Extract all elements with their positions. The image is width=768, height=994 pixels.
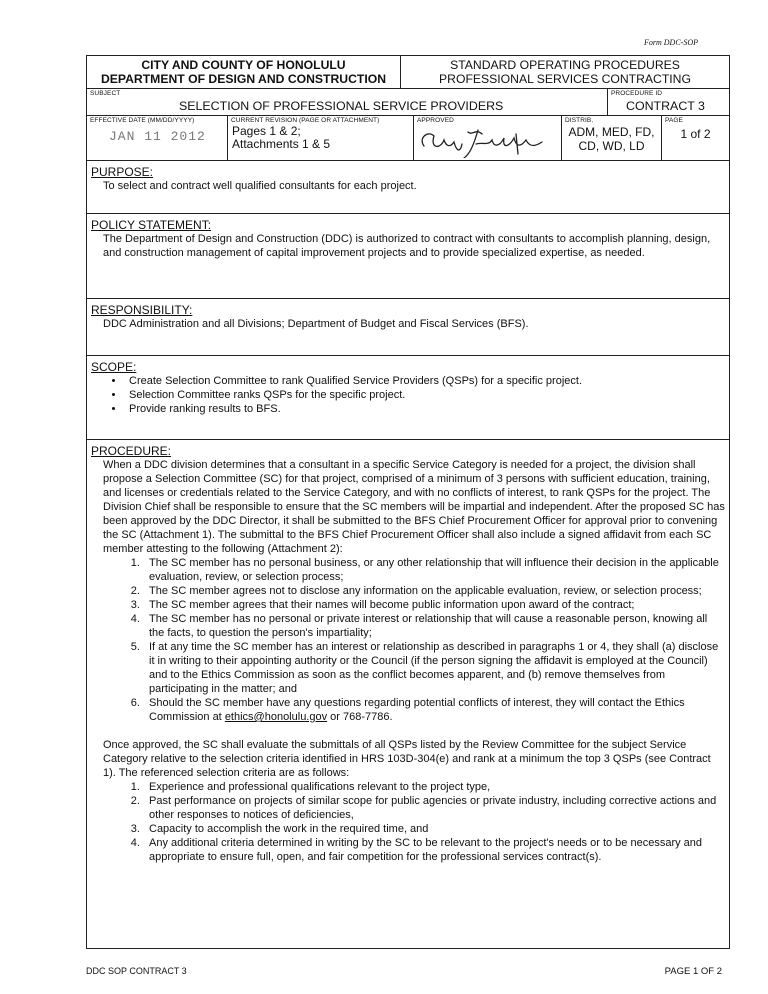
revision-label: CURRENT REVISION (PAGE OR ATTACHMENT) (231, 117, 380, 124)
affidavit-item: 3. The SC member agrees that their names will become public information upon award of the contract; (143, 598, 725, 612)
subject-value: SELECTION OF PROFESSIONAL SERVICE PROVIDERS (179, 99, 504, 113)
sop-form-frame (86, 55, 730, 949)
distribution-line-1: ADM, MED, FD, (568, 125, 655, 139)
procedure-title: PROCEDURE: (91, 444, 172, 458)
procedure-id-value: CONTRACT 3 (626, 99, 705, 113)
revision-line-2: Attachments 1 & 5 (232, 137, 331, 151)
criteria-item: 1. Experience and professional qualifications relevant to the project type, (143, 780, 725, 794)
footer-doc-id: DDC SOP CONTRACT 3 (86, 966, 187, 976)
responsibility-section (87, 299, 729, 356)
affidavit-item-6 (143, 696, 725, 724)
affidavit-list (91, 556, 725, 724)
scope-item: • Create Selection Committee to rank Qualified Service Providers (QSPs) for a specific project. (125, 374, 725, 388)
affidavit-item-6-tail: or 768-7786. (330, 711, 393, 723)
scope-title: SCOPE: (91, 360, 137, 374)
distribution-value (562, 125, 661, 153)
procedure-id-label: PROCEDURE ID (611, 90, 663, 97)
procedure-section (87, 440, 729, 948)
distribution-label: DISTRIB. (565, 117, 594, 124)
purpose-text: To select and contract well qualified consultants for each project. (103, 180, 417, 192)
approval-signature (416, 124, 556, 158)
criteria-list (91, 780, 725, 864)
procedure-id-cell (607, 89, 729, 115)
doc-title (400, 56, 729, 88)
doc-line-2: PROFESSIONAL SERVICES CONTRACTING (439, 72, 691, 86)
scope-section (87, 356, 729, 440)
distribution-line-2: CD, WD, LD (578, 139, 645, 153)
scope-list (91, 374, 725, 417)
distribution-cell (561, 116, 661, 160)
policy-title: POLICY STATEMENT: (91, 218, 212, 232)
criteria-item: 3. Capacity to accomplish the work in the required time, and (143, 822, 725, 836)
purpose-section (87, 161, 729, 214)
procedure-second-paragraph: Once approved, the SC shall evaluate the submittals of all QSPs listed by the Review Committee for the subject Service Category relative to the selection criteria identified in HRS 103D-304(e) and rank at a minimum the top 3 QSPs (see Contract 1). The referenced selection criteria are as follows: (103, 739, 711, 779)
responsibility-text: DDC Administration and all Divisions; Department of Budget and Fiscal Services (BFS). (103, 318, 529, 330)
effective-date-cell (87, 116, 227, 160)
responsibility-title: RESPONSIBILITY: (91, 303, 193, 317)
revision-line-1: Pages 1 & 2; (232, 124, 301, 138)
affidavit-item-6-text: Should the SC member have any questions regarding potential conflicts of interest, they will contact the Ethics Commission at (149, 697, 685, 723)
subject-row (87, 89, 729, 116)
policy-section (87, 214, 729, 299)
meta-row (87, 116, 729, 161)
doc-line-1: STANDARD OPERATING PROCEDURES (450, 58, 680, 72)
scope-item: • Provide ranking results to BFS. (125, 402, 725, 416)
subject-cell (87, 89, 607, 115)
criteria-item: 2. Past performance on projects of similar scope for public agencies or private industry, including corrective actions and other responses to notices of deficiencies, (143, 794, 725, 822)
affidavit-item: 5. If at any time the SC member has an interest or relationship as described in paragraphs 1 or 4, they shall (a) disclose it in writing to their appointing authority or the Council (if the person signing the affidavit is employed at the Council) and to the Ethics Commission as soon as the conflict becomes apparent, and (b) remove themselves from participating in the matter; and (143, 640, 725, 696)
header-row (87, 56, 729, 89)
revision-cell (227, 116, 413, 160)
page-cell (661, 116, 729, 160)
footer-page-number: PAGE 1 OF 2 (664, 966, 722, 977)
policy-text: The Department of Design and Construction (DDC) is authorized to contract with consultants to accomplish planning, design, and construction management of capital improvement projects and to provide specialized expertise, as needed. (103, 233, 711, 259)
approved-cell (413, 116, 561, 160)
page-label: PAGE (665, 117, 683, 124)
effective-date-label: EFFECTIVE DATE (MM/DD/YYYY) (90, 117, 195, 124)
subject-label: SUBJECT (90, 90, 121, 97)
org-line-2: DEPARTMENT OF DESIGN AND CONSTRUCTION (100, 72, 387, 86)
revision-value (232, 125, 330, 151)
approved-label: APPROVED (417, 117, 454, 124)
affidavit-item: 4. The SC member has no personal or private interest or relationship that will cause a reasonable person, knowing all the facts, to question the person's impartiality; (143, 612, 725, 640)
org-name (87, 56, 400, 88)
affidavit-item: 2. The SC member agrees not to disclose any information on the applicable evaluation, review, or selection process; (143, 584, 725, 598)
scope-item: • Selection Committee ranks QSPs for the specific project. (125, 388, 725, 402)
page-value: 1 of 2 (680, 127, 711, 141)
affidavit-item: 1. The SC member has no personal business, or any other relationship that will influence their decision in the applicable evaluation, review, or selection process; (143, 556, 725, 584)
form-id: Form DDC-SOP (644, 38, 698, 47)
procedure-intro: When a DDC division determines that a consultant in a specific Service Category is needed for a project, the division shall propose a Selection Committee (SC) for that project, comprised of a minimum of 3 persons with sufficient education, training, and licenses or credentials related to the Service Category, and with no conflicts of interest, to rank QSPs for the project. The Division Chief shall be responsible to ensure that the SC members will be impartial and independent. After the proposed SC has been approved by the DDC Director, it shall be submitted to the BFS Chief Procurement Officer for approval prior to convening the SC (Attachment 1). The submittal to the BFS Chief Procurement Officer shall also include a signed affidavit from each SC member attesting to the following (Attachment 2): (103, 459, 725, 555)
ethics-email-link[interactable]: ethics@honolulu.gov (224, 711, 328, 723)
purpose-title: PURPOSE: (91, 165, 154, 179)
effective-date-stamp: JAN 11 2012 (109, 129, 206, 144)
org-line-1: CITY AND COUNTY OF HONOLULU (141, 58, 346, 72)
criteria-item: 4. Any additional criteria determined in writing by the SC to be relevant to the project's needs or to be necessary and appropriate to ensure full, open, and fair competition for the professional services contract(s). (143, 836, 725, 864)
